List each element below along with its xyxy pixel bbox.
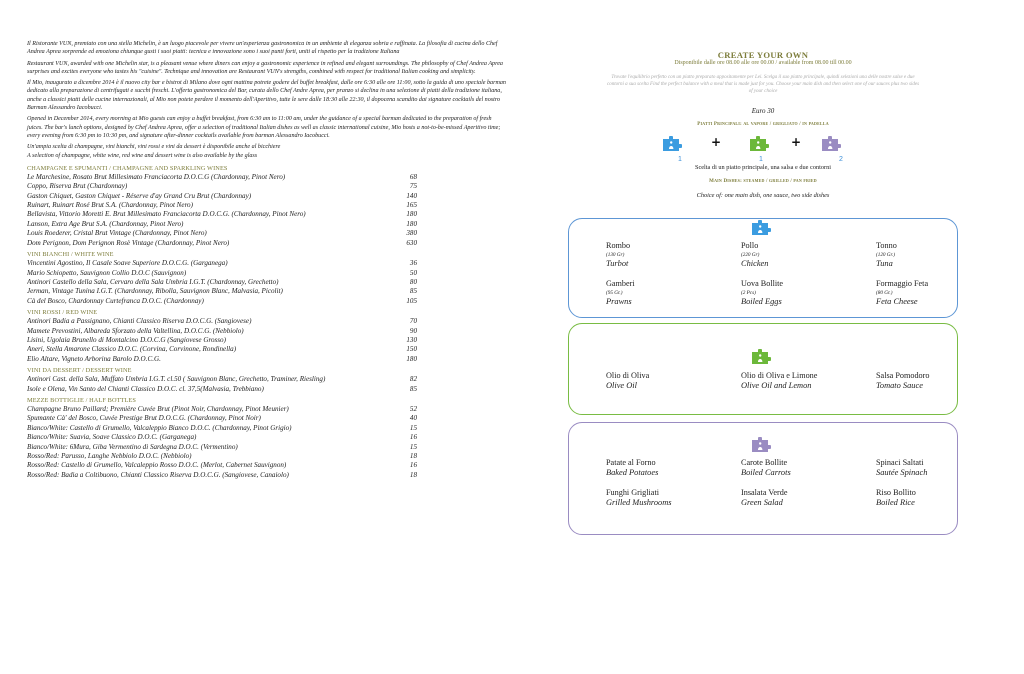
wine-name: Coppo, Riserva Brut (Chardonnay): [27, 182, 128, 191]
sides-name-en: Baked Potatoes: [606, 468, 659, 477]
sides-item: [876, 458, 927, 478]
wine-row: [27, 471, 507, 480]
cyo-title: CREATE YOUR OWN: [717, 50, 809, 60]
wine-row: [27, 327, 507, 336]
main-dishes-heading-it: Piatti Principali: al vapore / grigliato / in padella: [697, 122, 829, 127]
wine-row: [27, 345, 507, 354]
wine-name: Antinori Badia a Passignano, Chianti Classico Riserva D.O.C.G. (Sangiovese): [27, 317, 252, 326]
wine-name: Le Marchesine, Rosato Brut Millesimato Franciacorta D.O.C.G (Chardonnay, Pinot Nero): [27, 172, 286, 181]
wine-section-title: VINI DA DESSERT / DESSERT WINE: [27, 367, 132, 375]
wine-name: Rosso/Red: Castello di Grumello, Valcaleppio Rosso D.O.C. (Merlot, Cabernet Sauvignon): [27, 461, 287, 470]
wine-row: [27, 414, 507, 423]
wine-name: Aneri, Stella Amarone Classico D.O.C. (Corvina, Corvinone, Rondinella): [27, 345, 237, 354]
mains-name-en: Boiled Eggs: [741, 297, 782, 306]
wine-price: 380: [406, 229, 417, 238]
wine-section: [27, 308, 507, 364]
wine-name: Elio Altare, Vigneto Arborina Barolo D.O.C.G.: [27, 354, 161, 363]
wine-row: [27, 182, 507, 191]
sauces-name-en: Tomato Sauce: [876, 381, 923, 390]
main-dish-puzzle-icon: [751, 220, 771, 236]
mains-item: [606, 241, 630, 269]
plus-icon: +: [791, 135, 802, 149]
count-main: 1: [678, 156, 682, 163]
wine-name: Rosso/Red: Parusso, Langhe Nebbiolo D.O.C. (Nebbiolo): [27, 452, 192, 461]
cyo-description-en: Find the perfect balance with a meal that is made just for you. Choose your main dish and then select one of our sauces plus two sides of your choice: [650, 82, 920, 94]
count-sauce: 1: [759, 156, 763, 163]
wine-price: 40: [409, 414, 417, 423]
sides-name-en: Green Salad: [741, 498, 783, 507]
mains-name-en: Feta Cheese: [876, 297, 918, 306]
mains-item: [741, 279, 783, 307]
wine-name: Mario Schiopetto, Sauvignon Collio D.O.C (Sauvignon): [27, 268, 187, 277]
sauces-item: [876, 371, 929, 391]
wine-section-title: MEZZE BOTTIGLIE / HALF BOTTLES: [27, 396, 136, 404]
wine-row: [27, 336, 507, 345]
intro-paragraph-it-mio: Il Mio, inaugurato a dicembre 2014 è il nuovo city bar e bistrot di Milano dove ogni mattina potrete godere del buffet breakfast, dalle ore 6:30 alle ore 11:00, sotto la guida di uno speciale barman dedicato alla preparazione di centrifugati e succhi freschi. L'offerta gastronomica del Bar, curata dello Chef Andre Aprea, per pranzo si declina in una selezione di piatti della tradizione italiana, anche a classici piatti delle cucine internazionali, al Mio non potete perdere il momento dell'Aperitivo, tutte le sere dalle 18:30 alle 22:30, il dopocena scandito dai signature cocktails del nostro Barman Alessandro Iacobucci.: [27, 80, 506, 112]
intro-paragraph-it-vun: Il Ristorante VUN, premiato con una stella Michelin, è un luogo piacevole per vivere un'esperienza gastronomica in un ambiente di eleganza sobria e raffinata. La filosofia di cucina dello Chef Andrea Aprea sorprende ed emoziona chiunque gusti i suoi piatti: tecnica e innovazione sono i suoi punti forti, uniti al rispetto per la tradizione Italiana: [27, 41, 498, 56]
wine-row: [27, 355, 507, 364]
wine-name: Rosso/Red: Badia a Coltibuono, Chianti Classico Riserva D.O.C.G. (Sangiovese, Canaiolo): [27, 470, 289, 479]
wine-price: 82: [409, 375, 417, 384]
wine-price: 130: [406, 335, 417, 344]
wine-sections: [27, 164, 507, 480]
sauces-name-it: Olio di Oliva: [606, 371, 650, 380]
sides-item: [876, 488, 916, 508]
wine-row: [27, 443, 507, 452]
mains-name-it: Tonno: [876, 241, 897, 250]
cyo-price: Euro 30: [751, 107, 775, 115]
sides-item: [741, 458, 791, 478]
wine-price: 180: [406, 354, 417, 363]
mains-quantity: (130 Gr): [606, 252, 625, 258]
wine-price: 105: [406, 296, 417, 305]
wine-row: [27, 385, 507, 394]
sides-name-en: Boiled Rice: [876, 498, 915, 507]
intro-paragraph-en-mio: Opened in December 2014, every morning at Mio guests can enjoy a buffet breakfast, from 6:30 am to 11:00 am, under the guidance of a special barman dedicated to the preparation of fresh juices. The bar's lunch options, designed by Chef Andrea Aprea, offer a selection of traditional Italian dishes as well as classic international cuisine, Mio hosts a not-to-be-missed Aperitivo time; every evening from 6:30 pm to 10:30 pm, and signature after-dinner cocktails available from barman Alessandro Iacobucci.: [27, 116, 501, 139]
by-glass-note: [27, 143, 507, 160]
wine-price: 50: [409, 268, 417, 277]
mains-name-it: Uova Bollite: [741, 279, 784, 288]
wine-name: Dom Perignon, Dom Perignon Rosè Vintage (Chardonnay, Pinot Nero): [27, 238, 230, 247]
cyo-availability: Disponibile dalle ore 08.00 alle ore 00.00 / available from 08.00 till 00.00: [674, 60, 852, 66]
wine-row: [27, 375, 507, 384]
wine-row: [27, 173, 507, 182]
sauces-name-it: Olio di Oliva e Limone: [741, 371, 818, 380]
wine-list-column: [27, 40, 507, 480]
wine-name: Ruinart, Ruinart Rosé Brut S.A. (Chardonnay, Pinot Nero): [27, 201, 193, 210]
wine-price: 180: [406, 210, 417, 219]
wine-name: Isole e Olena, Vin Santo del Chianti Classico D.O.C. cl. 37,5(Malvasia, Trebbiano): [27, 384, 264, 393]
mains-name-en: Tuna: [876, 259, 893, 268]
wine-price: 630: [406, 238, 417, 247]
sauces-item: [741, 371, 817, 391]
sides-name-en: Sautée Spinach: [876, 468, 928, 477]
sides-name-it: Insalata Verde: [741, 488, 788, 497]
wine-row: [27, 317, 507, 326]
wine-price: 85: [409, 287, 417, 296]
mains-name-it: Rombo: [606, 241, 631, 250]
wine-name: Spumante Cà' del Bosco, Cuvée Prestige Brut D.O.C.G. (Chardonnay, Pinot Noir): [27, 414, 261, 423]
intro-paragraph-en-vun: Restaurant VUN, awarded with one Michelin star, is a pleasant venue where diners can enjoy a gastronomic experience in refined and elegant surroundings. The philosophy of Chef Andrea Aprea surprises and excites everyone who tastes his "cuisine". Technique and innovation are Restaurant VUN's strengths, combined with respect for traditional Italian cooking and simplicity.: [27, 60, 503, 75]
side-puzzle-icon: [821, 136, 841, 152]
sides-item: [606, 488, 672, 508]
wine-name: Bianco/White: Suavia, Soave Classico D.O.C. (Garganega): [27, 433, 197, 442]
sauce-puzzle-icon: [749, 136, 769, 152]
intro-text: [27, 40, 507, 160]
wine-section: [27, 164, 507, 248]
wine-row: [27, 192, 507, 201]
mains-name-en: Prawns: [606, 297, 632, 306]
wine-section: [27, 396, 507, 480]
sides-name-it: Riso Bollito: [876, 488, 916, 497]
side-puzzle-icon: [751, 437, 771, 453]
wine-name: Champagne Bruno Paillard; Première Cuvée Brut (Pinot Noir, Chardonnay, Pinot Meunier): [27, 404, 289, 413]
by-glass-note-en: A selection of champagne, white wine, red wine and dessert wine is also available by the glass: [27, 152, 258, 159]
mains-item: [876, 279, 928, 307]
mains-quantity: (120 Gr.): [876, 252, 896, 258]
sauces-name-en: Olive Oil and Lemon: [741, 381, 812, 390]
wine-name: Cà del Bosco, Chardonnay Curtefranca D.O.C. (Chardonnay): [27, 296, 204, 305]
sides-name-it: Spinaci Saltati: [876, 458, 924, 467]
mains-name-it: Formaggio Feta: [876, 279, 929, 288]
wine-section-title: CHAMPAGNE E SPUMANTI / CHAMPAGNE AND SPARKLING WINES: [27, 164, 228, 172]
mains-name-it: Gamberi: [606, 279, 635, 288]
sides-name-it: Patate al Forno: [606, 458, 656, 467]
wine-price: 180: [406, 219, 417, 228]
mains-quantity: (95 Gr.): [606, 290, 623, 296]
wine-row: [27, 201, 507, 210]
wine-row: [27, 405, 507, 414]
wine-price: 150: [406, 345, 417, 354]
wine-name: Vincentini Agostino, Il Casale Soave Superiore D.O.C.G. (Garganega): [27, 259, 228, 268]
plus-icon: +: [711, 135, 722, 149]
wine-section: [27, 250, 507, 306]
mains-item: [741, 241, 768, 269]
main-dishes-heading-en: Main Dishes: steamed / grilled / pan fried: [709, 179, 817, 184]
cyo-description-it: Trovate l'equilibrio perfetto con un piatto preparato appositamente per Lei. Scelga il suo piatto principale, quindi selezioni una delle nostre salse e due contorni a sua scelta: [606, 75, 915, 87]
sauces-box: [568, 323, 958, 415]
wine-name: Lisini, Ugolaia Brunello di Montalcino D.O.C.G (Sangiovese Grosso): [27, 335, 226, 344]
sides-name-en: Grilled Mushrooms: [606, 498, 672, 507]
sides-name-it: Carote Bollite: [741, 458, 788, 467]
wine-row: [27, 287, 507, 296]
mains-name-en: Chicken: [741, 259, 769, 268]
wine-name: Bianco/White: 6Mura, Giba Vermentino di Sardegna D.O.C. (Vermentino): [27, 442, 238, 451]
mains-quantity: (220 Gr): [741, 252, 760, 258]
by-glass-note-it: Un'ampia scelta di champagne, vini bianchi, vini rossi e vini da dessert è disponibile anche al bicchiere: [27, 144, 281, 151]
wine-name: Louis Roederer, Cristal Brut Vintage (Chardonnay, Pinot Nero): [27, 229, 207, 238]
wine-row: [27, 433, 507, 442]
wine-price: 140: [406, 191, 417, 200]
wine-row: [27, 424, 507, 433]
wine-row: [27, 259, 507, 268]
mains-item: [606, 279, 635, 307]
wine-row: [27, 461, 507, 470]
choice-note-en: Choice of: one main dish, one sauce, two side dishes: [696, 192, 830, 199]
main-dish-puzzle-icon: [662, 136, 682, 152]
wine-price: 36: [409, 259, 417, 268]
sauces-item: [606, 371, 649, 391]
count-sides: 2: [839, 156, 843, 163]
wine-price: 75: [409, 182, 417, 191]
wine-name: Lanson, Extra Age Brut S.A. (Chardonnay, Pinot Nero): [27, 219, 184, 228]
sides-item: [606, 458, 658, 478]
wine-price: 15: [409, 442, 417, 451]
wine-name: Bellavista, Vittorio Moretti E. Brut Millesimato Franciacorta D.O.C.G. (Chardonnay, Pinot Nero): [27, 210, 306, 219]
wine-price: 16: [409, 433, 417, 442]
wine-price: 18: [409, 470, 417, 479]
sauces-name-it: Salsa Pomodoro: [876, 371, 930, 380]
wine-price: 85: [409, 384, 417, 393]
mains-quantity: (2 Pcs): [741, 290, 756, 296]
wine-section-title: VINI BIANCHI / WHITE WINE: [27, 251, 114, 259]
sides-item: [741, 488, 787, 508]
choice-note-it: Scelta di un piatto principale, una salsa e due contorni: [694, 164, 832, 171]
cyo-description: [606, 74, 920, 95]
wine-price: 68: [409, 172, 417, 181]
mains-item: [876, 241, 897, 269]
mains-name-en: Turbot: [606, 259, 629, 268]
wine-price: 52: [409, 404, 417, 413]
wine-price: 15: [409, 423, 417, 432]
wine-name: Mamete Prevostini, Albareda Sforzato della Valtellina, D.O.C.G. (Nebbiolo): [27, 326, 244, 335]
wine-name: Jerman, Vintage Tunina I.G.T. (Chardonnay, Ribolla, Sauvignon Blanc, Malvasia, Picolit): [27, 287, 283, 296]
wine-row: [27, 297, 507, 306]
wine-name: Gaston Chiquet, Gaston Chiquet - Réserve d'ay Grand Cru Brut (Chardonnay): [27, 191, 252, 200]
wine-row: [27, 210, 507, 219]
wine-price: 80: [409, 277, 417, 286]
wine-row: [27, 269, 507, 278]
wine-name: Antinori Cast. della Sala, Muffato Umbria I.G.T. cl.50 ( Sauvignon Blanc, Grechetto, Traminer, Riesling): [27, 375, 326, 384]
mains-name-it: Pollo: [741, 241, 759, 250]
wine-name: Bianco/White: Castello di Grumello, Valcaleppio Bianco D.O.C. (Chardonnay, Pinot Grigio): [27, 423, 292, 432]
sides-name-it: Funghi Grigliati: [606, 488, 659, 497]
wine-section-title: VINI ROSSI / RED WINE: [27, 309, 98, 317]
wine-name: Antinori Castello della Sala, Cervaro della Sala Umbria I.G.T. (Chardonnay, Grechetto): [27, 277, 279, 286]
wine-price: 165: [406, 201, 417, 210]
mains-quantity: (80 Gr.): [876, 290, 893, 296]
wine-row: [27, 229, 507, 238]
wine-row: [27, 278, 507, 287]
wine-price: 90: [409, 326, 417, 335]
sauce-puzzle-icon: [751, 349, 771, 365]
wine-row: [27, 452, 507, 461]
sides-name-en: Boiled Carrots: [741, 468, 791, 477]
wine-row: [27, 239, 507, 248]
wine-price: 70: [409, 317, 417, 326]
sauces-name-en: Olive Oil: [606, 381, 637, 390]
sides-box: [568, 422, 958, 535]
wine-section: [27, 366, 507, 394]
wine-row: [27, 220, 507, 229]
wine-price: 18: [409, 452, 417, 461]
wine-price: 16: [409, 461, 417, 470]
